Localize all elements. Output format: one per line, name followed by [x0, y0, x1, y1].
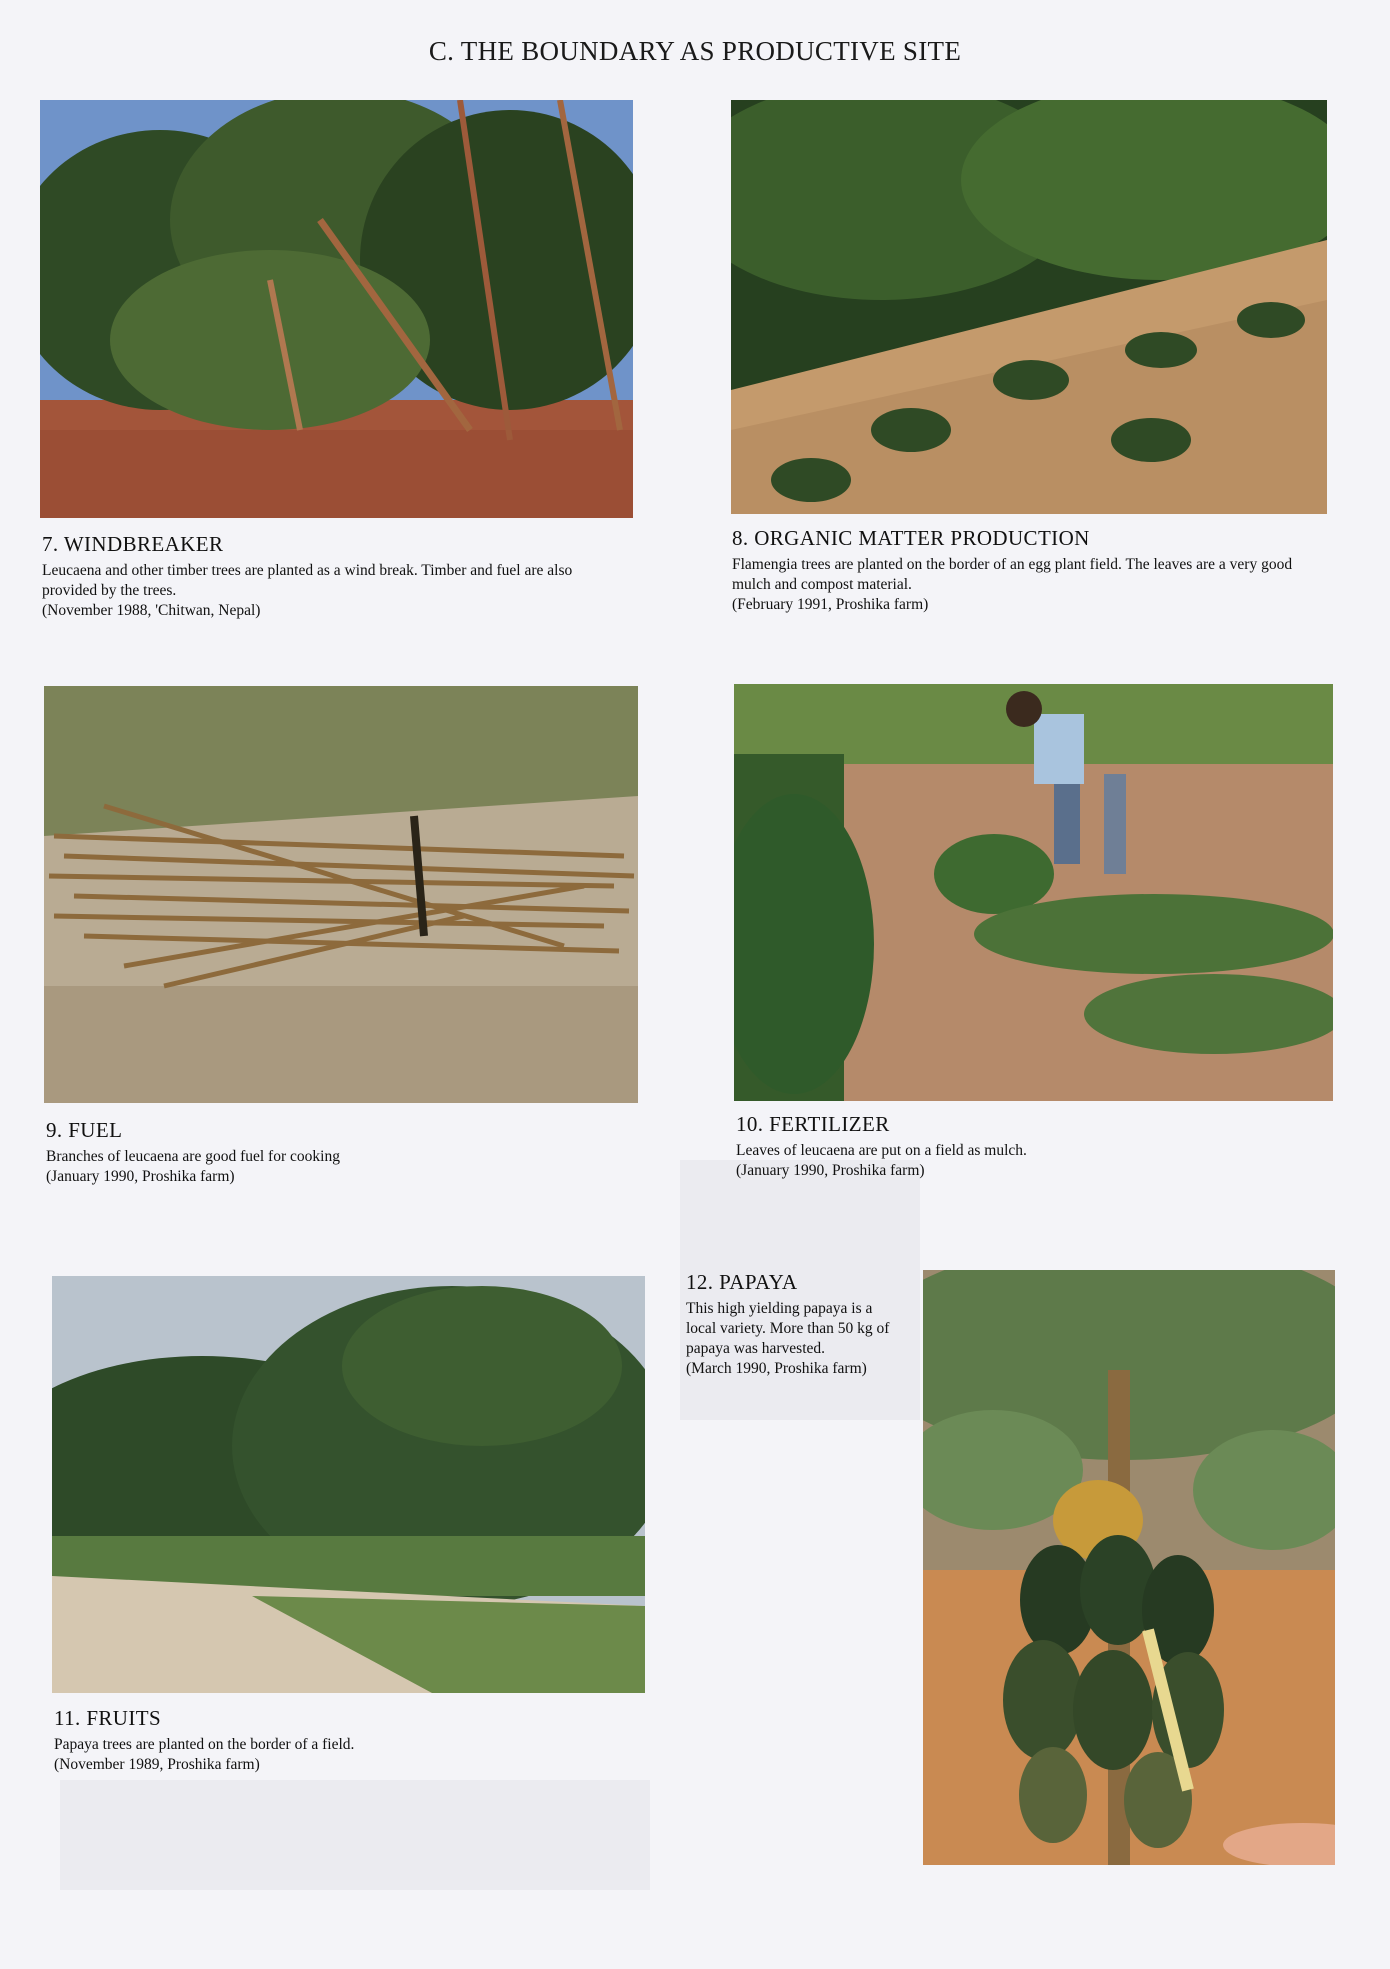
caption-fruits [54, 1706, 634, 1775]
caption-text: This high yielding papaya is a local variety. More than 50 kg of papaya was harvested. [686, 1300, 890, 1357]
photo-papaya [923, 1270, 1335, 1865]
caption-date: (January 1990, Proshika farm) [46, 1168, 235, 1185]
caption-date: (February 1991, Proshika farm) [732, 596, 929, 613]
caption-organic-matter [732, 526, 1322, 615]
caption-heading: 10. FERTILIZER [736, 1112, 890, 1136]
caption-text: Papaya trees are planted on the border of a field. [54, 1736, 355, 1753]
caption-text: Flamengia trees are planted on the border of an egg plant field. The leaves are a very good mulch and compost material. [732, 556, 1293, 593]
photo-fruits [52, 1276, 645, 1693]
photo-fertilizer [734, 684, 1333, 1101]
caption-date: (March 1990, Proshika farm) [686, 1360, 867, 1377]
caption-heading: 8. ORGANIC MATTER PRODUCTION [732, 526, 1090, 550]
caption-fuel [46, 1118, 626, 1187]
caption-heading: 9. FUEL [46, 1118, 123, 1142]
photo-organic-matter [731, 100, 1327, 514]
caption-text: Leaves of leucaena are put on a field as mulch. [736, 1142, 1027, 1159]
show-through-block [60, 1780, 650, 1890]
caption-date: (January 1990, Proshika farm) [736, 1162, 925, 1179]
caption-heading: 12. PAPAYA [686, 1270, 798, 1294]
caption-papaya [686, 1270, 896, 1379]
caption-date: (November 1989, Proshika farm) [54, 1756, 260, 1773]
caption-heading: 7. WINDBREAKER [42, 532, 224, 556]
caption-heading: 11. FRUITS [54, 1706, 162, 1730]
page-title: C. THE BOUNDARY AS PRODUCTIVE SITE [428, 36, 962, 66]
photo-windbreaker [40, 100, 633, 518]
caption-date: (November 1988, 'Chitwan, Nepal) [42, 602, 261, 619]
photo-fuel [44, 686, 638, 1103]
caption-fertilizer [736, 1112, 1326, 1181]
caption-text: Branches of leucaena are good fuel for cooking [46, 1148, 340, 1165]
caption-text: Leucaena and other timber trees are planted as a wind break. Timber and fuel are also provided by the trees. [42, 562, 573, 599]
caption-windbreaker [42, 532, 622, 621]
